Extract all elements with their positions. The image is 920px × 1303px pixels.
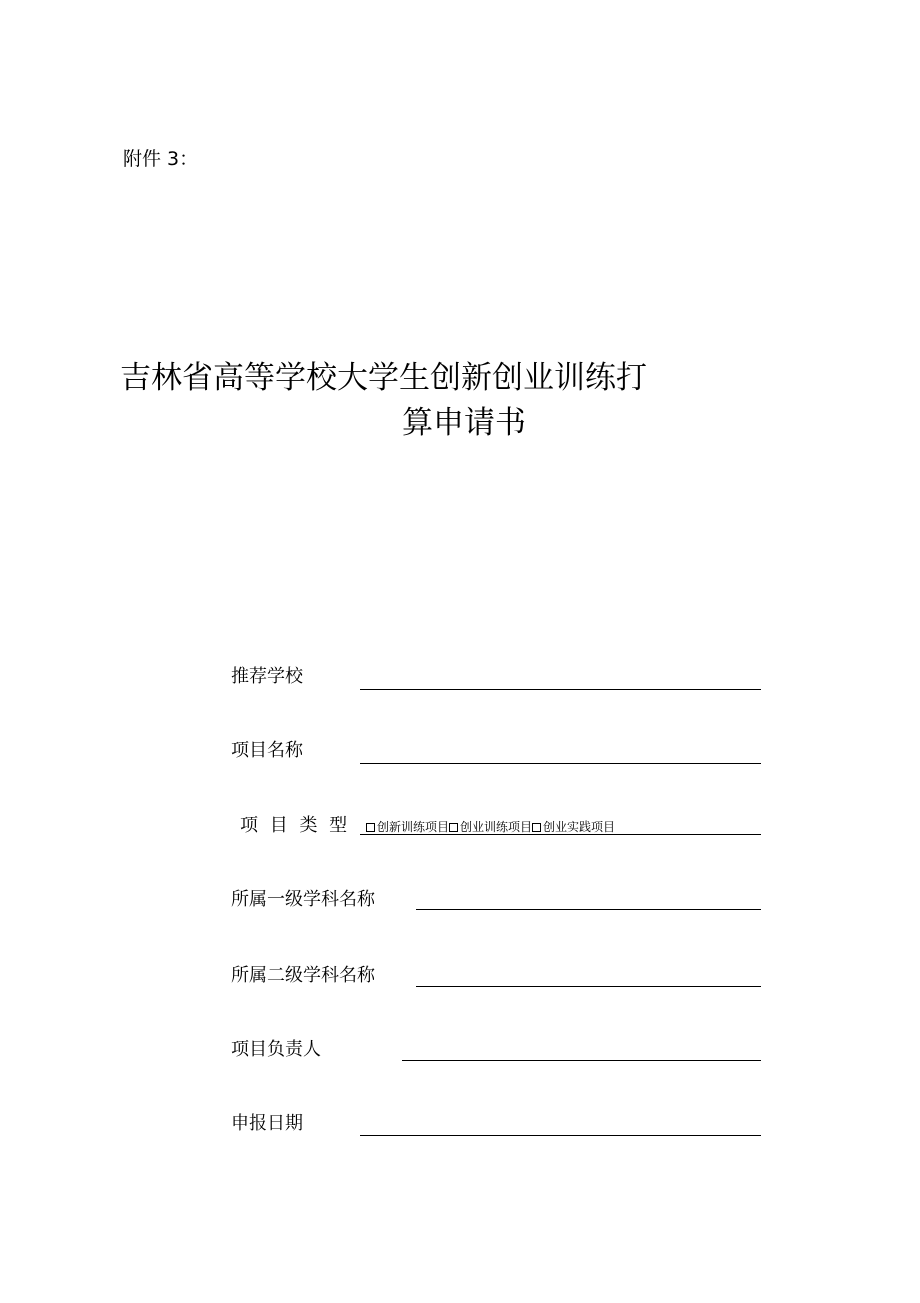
option-label: 创新训练项目 [377,820,450,834]
checkbox-icon[interactable] [532,823,541,832]
project-name-label: 项目名称 [231,740,303,761]
date-field[interactable] [360,1135,761,1136]
document-title [120,356,740,446]
project-name-field[interactable] [360,763,761,764]
secondary-discipline-field[interactable] [416,986,761,987]
project-type-field [360,834,761,835]
date-label: 申报日期 [231,1113,303,1134]
attachment-label: 附件 3： [123,148,199,170]
primary-discipline-field[interactable] [416,909,761,910]
primary-discipline-label: 所属一级学科名称 [231,889,375,910]
leader-field[interactable] [402,1060,761,1061]
school-label: 推荐学校 [231,666,303,687]
title-line-2: 算申请书 [402,405,526,441]
secondary-discipline-label: 所属二级学科名称 [231,965,375,986]
option-label: 创业实践项目 [543,820,616,834]
project-type-label: 项 目 类 型 [240,815,348,836]
leader-label: 项目负责人 [231,1039,321,1060]
title-line-1: 吉林省高等学校大学生创新创业训练打 [120,360,647,396]
school-field[interactable] [360,689,761,690]
option-label: 创业训练项目 [460,820,533,834]
checkbox-icon[interactable] [449,823,458,832]
checkbox-icon[interactable] [366,823,375,832]
